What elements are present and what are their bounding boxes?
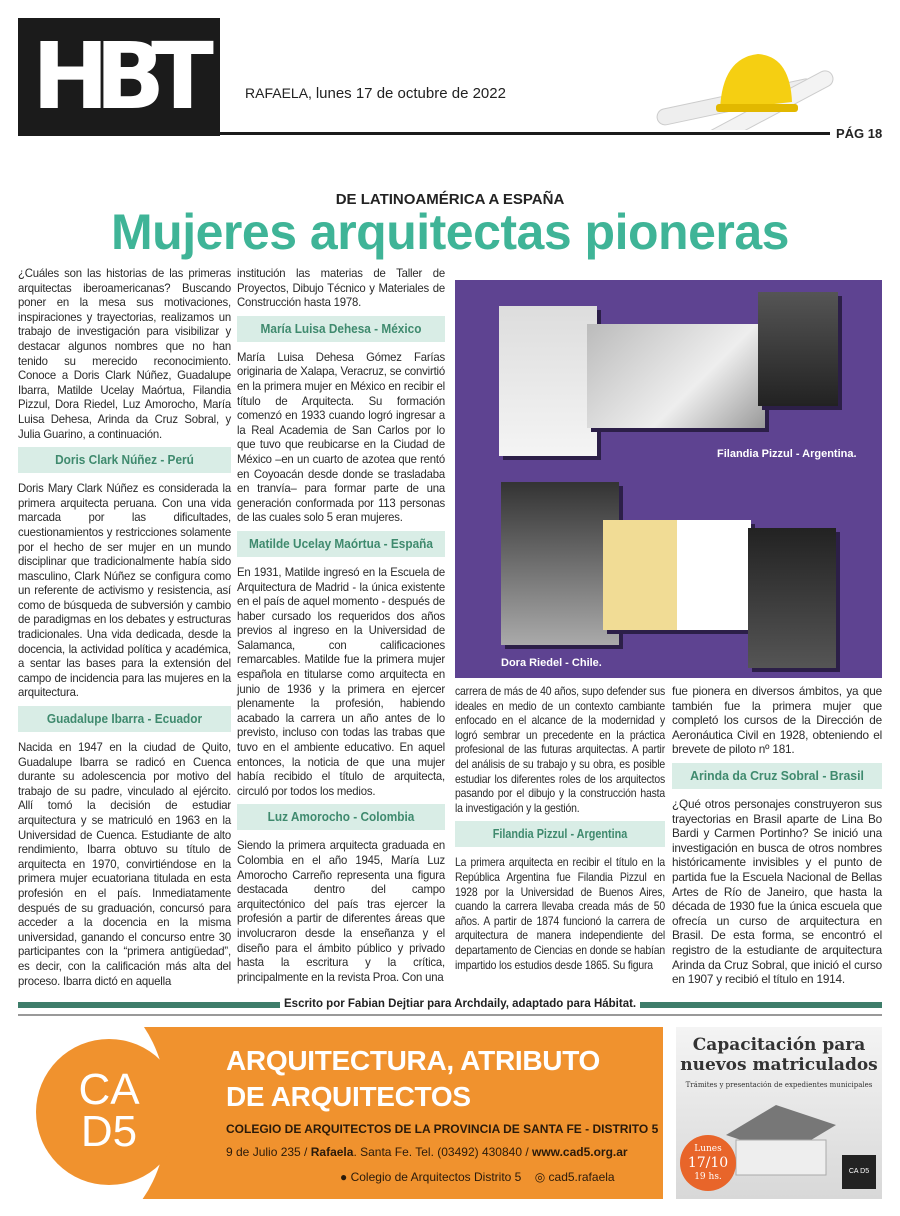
city: RAFAELA,	[245, 85, 312, 101]
byline-text: Escrito por Fabian Dejtiar para Archdaily, adaptado para Hábitat.	[280, 998, 640, 1010]
photo-document	[603, 520, 751, 630]
website-link[interactable]: www.cad5.org.ar	[532, 1145, 628, 1159]
paragraph: María Luisa Dehesa Gómez Farías originaria de Xalapa, Veracruz, se convirtió en la primera mujer en México en recibir el título de Arquitecta. Su formación comenzó en 1933 cuando logró ingresar a la Real Academia de San Carlos por lo que tuvo que reubicarse en la Ciudad de México –en un cuarto de azotea que rentó en Coyoacán desde donde se trasladaba en tranvía– para formar parte de una generación conformada por 113 personas de las cuales solo 5 eran mujeres.	[237, 349, 445, 525]
divider	[18, 1014, 882, 1016]
cad5-30-badge: CA D5	[842, 1155, 876, 1189]
photo-portrait	[758, 292, 838, 406]
paragraph: La primera arquitecta en recibir el título en la República Argentina fue Filandia Pizzul en 1928 por la Universidad de Buenos Aires, cuando la carrera llevaba creada más de 50 años. A partir de 1874 funcionó la carrera de arquitectura de manera independiente del departamento de Ciencias en donde se habían impartido los estudios desde 1865. Su figura	[455, 855, 665, 972]
article-kicker: DE LATINOAMÉRICA A ESPAÑA	[335, 191, 565, 208]
facebook-icon: ●	[340, 1170, 348, 1184]
phone: . Santa Fe. Tel. (03492) 430840 /	[353, 1145, 533, 1159]
byline-bar	[618, 1002, 882, 1008]
column-2	[237, 266, 445, 989]
date: lunes 17 de octubre de 2022	[315, 85, 506, 102]
ad-social	[340, 1170, 615, 1185]
facebook-link[interactable]: Colegio de Arquitectos Distrito 5	[350, 1170, 522, 1184]
ad-title-line: nuevos matriculados	[680, 1055, 878, 1075]
newspaper-logo: HBT	[18, 18, 220, 136]
section-heading: Guadalupe Ibarra - Ecuador	[18, 706, 231, 732]
day: Lunes	[694, 1144, 722, 1154]
paragraph: institución las materias de Taller de Proyectos, Dibujo Técnico y Materiales de Construcción hasta 1978.	[237, 266, 445, 310]
ad-title-line: Capacitación para	[692, 1035, 866, 1055]
section-heading: Arinda da Cruz Sobral - Brasil	[672, 763, 882, 789]
section-heading: María Luisa Dehesa - México	[237, 316, 445, 342]
page-number: PÁG 18	[836, 126, 883, 141]
paragraph: Doris Mary Clark Núñez es considerada la primera arquitecta peruana. Con una vida marcada por las dificultades, cuestionamientos y restricciones solamente por el hecho de ser mujer en un mundo disciplinar que tradicionalmente había sido masculino, Clark Núñez se configura como un referente de activismo y resistencia, así como de búsqueda de subversión y cambio de paradigmas en los debates y estructuras tradicionales. Una vida dedicada, desde la docencia, la actividad política y académica, a sentar las bases para la extensión del campo de incidencia para las mujeres en la arquitectura.	[18, 481, 231, 700]
ad-headline: ARQUITECTURA, ATRIBUTO	[226, 1045, 600, 1076]
paragraph: ¿Qué otros personajes construyeron sus trayectorias en Brasil aparte de Lina Bo Bardi y Carmen Portinho? Se inició una investigación en busca de otros nombres históricamente invisibles y el punto de partida fue la Escuela Nacional de Bellas Artes de Río de Janeiro, que hasta la década de 1930 fue la única escuela que ofrecía un curso de arquitectura en Brasil. De esta forma, se encontró el registro de la estudiante de arquitectura Arinda da Cruz Sobral, que inició el curso en 1907 y recibió el título en 1914.	[672, 796, 882, 987]
header-rule	[220, 132, 830, 135]
time: 19 hs.	[694, 1172, 722, 1182]
section-heading: Matilde Ucelay Maórtua - España	[237, 531, 445, 557]
section-heading: Luz Amorocho - Colombia	[237, 804, 445, 830]
ad-headline: DE ARQUITECTOS	[226, 1081, 471, 1112]
column-3	[455, 684, 665, 977]
date: 17/10	[687, 1155, 729, 1171]
paragraph: carrera de más de 40 años, supo defender sus ideales en medio de un contexto cambiante enfocado en el alcance de la modernidad y logró sembrar un precedente en la práctica profesional de las futuras arquitectas. A partir del análisis de su trabajo y su obra, es posible estudiar los diferentes roles de los arquitectos pasando por el dibujo y la construcción hasta la investigación y la gestión.	[455, 684, 665, 815]
column-content	[18, 266, 231, 988]
byline-bar	[18, 1002, 282, 1008]
training-advertisement[interactable]	[676, 1027, 882, 1199]
logo-text: CA	[78, 1065, 140, 1114]
city: Rafaela	[310, 1145, 354, 1159]
column-4	[672, 684, 882, 992]
dateline	[245, 85, 506, 102]
byline	[18, 998, 882, 1016]
cad5-logo	[36, 1039, 182, 1185]
photo-portrait	[748, 528, 836, 668]
photo-collage	[455, 280, 882, 678]
photo-filandia-pizzul	[499, 306, 597, 456]
intro-paragraph: ¿Cuáles son las historias de las primeras arquitectas iberoamericanas? Buscando poner en la mesa sus motivaciones, inspiraciones y trayectorias, realizamos un trabajo de investigación para visibilizar y destacar algunos nombres que no han tenido su merecido reconocimiento. Conoce a Doris Clark Núñez, Guadalupe Ibarra, Matilde Ucelay Maórtua, Filandia Pizzul, Dora Riedel, Luz Amorocho, María Luisa Dehesa, Arinda da Cruz Sobral, y Julia Guarino, a continuación.	[18, 266, 231, 441]
ad-organization: COLEGIO DE ARQUITECTOS DE LA PROVINCIA DE SANTA FE - DISTRITO 5	[226, 1122, 659, 1136]
instagram-icon: ◎	[534, 1170, 546, 1184]
section-heading: Doris Clark Núñez - Perú	[18, 447, 231, 473]
logo-text: D5	[80, 1107, 138, 1156]
paragraph: Siendo la primera arquitecta graduada en Colombia en el año 1945, María Luz Amorocho Carreño representa una figura destacada dentro del campo arquitectónico del país tras ejercer la profesión a partir de diferentes áreas que involucraron desde la enseñanza y el diseño para el ámbito público y privado hasta la escritura y la crítica, principalmente en la revista Proa. Con una	[237, 838, 445, 984]
paragraph: fue pionera en diversos ámbitos, ya que también fue la primera mujer que completó los cursos de la Dirección de Aeronáutica Civil en 1928, obteniendo el brevete de piloto nº 181.	[672, 684, 882, 757]
photo-dora-riedel	[501, 482, 619, 645]
date-badge	[680, 1135, 736, 1191]
instagram-link[interactable]: cad5.rafaela	[548, 1170, 615, 1184]
paragraph: En 1931, Matilde ingresó en la Escuela de Arquitectura de Madrid - la única existente en el país de aquel momento - después de haber cursado los requeridos dos años previos al ingreso en la Universidad de Salamanca, con calificaciones remarcables. Matilde fue la primera mujer española en titularse como arquitecta en junio de 1936 y la primera en ejercer plenamente la profesión, habiendo acabado la carrera un año antes de lo previsto, incluso con todas las trabas que tuvo en el ambiente educativo. En aquel entonces, la noticia de que una mujer había recibido el título de arquitecta, circuló por todos los medios.	[237, 564, 445, 798]
cad5-advertisement[interactable]	[18, 1027, 663, 1199]
article-title: Mujeres arquitectas pioneras	[111, 204, 789, 260]
paragraph: Nacida en 1947 en la ciudad de Quito, Guadalupe Ibarra se radicó en Cuenca durante su adolescencia por motivo del trabajo de su padre, vinculado al ejército. Allí tomó la decisión de estudiar arquitectura y se matriculó en 1963 en la Universidad de Cuenca. Estudiante de alto rendimiento, Ibarra obtuvo su título de arquitecta en 1970, convirtiéndose en la primera mujer ecuatoriana titulada en esta profesión en el país. Inmediatamente después de su graduación, concursó para acceder a la docencia en la misma universidad, ganando el concurso entre 30 participantes con la “primera antigüedad”, es decir, con la calificación más alta del proceso. Ibarra dictó en aquella	[18, 740, 231, 988]
section-heading: Filandia Pizzul - Argentina	[455, 821, 665, 847]
hard-hat-illustration	[650, 40, 840, 130]
ad-address	[226, 1145, 628, 1160]
photo-caption: Dora Riedel - Chile.	[501, 657, 602, 669]
photo-aerial-plan	[587, 324, 765, 428]
ad-subtitle: Trámites y presentación de expedientes municipales	[685, 1081, 873, 1089]
column-content	[672, 684, 882, 987]
column-1	[18, 266, 231, 993]
photo-caption: Filandia Pizzul - Argentina.	[717, 448, 857, 460]
column-content	[455, 684, 665, 972]
ad-title	[676, 1035, 882, 1075]
address: 9 de Julio 235 /	[226, 1145, 311, 1159]
column-content	[237, 266, 445, 984]
